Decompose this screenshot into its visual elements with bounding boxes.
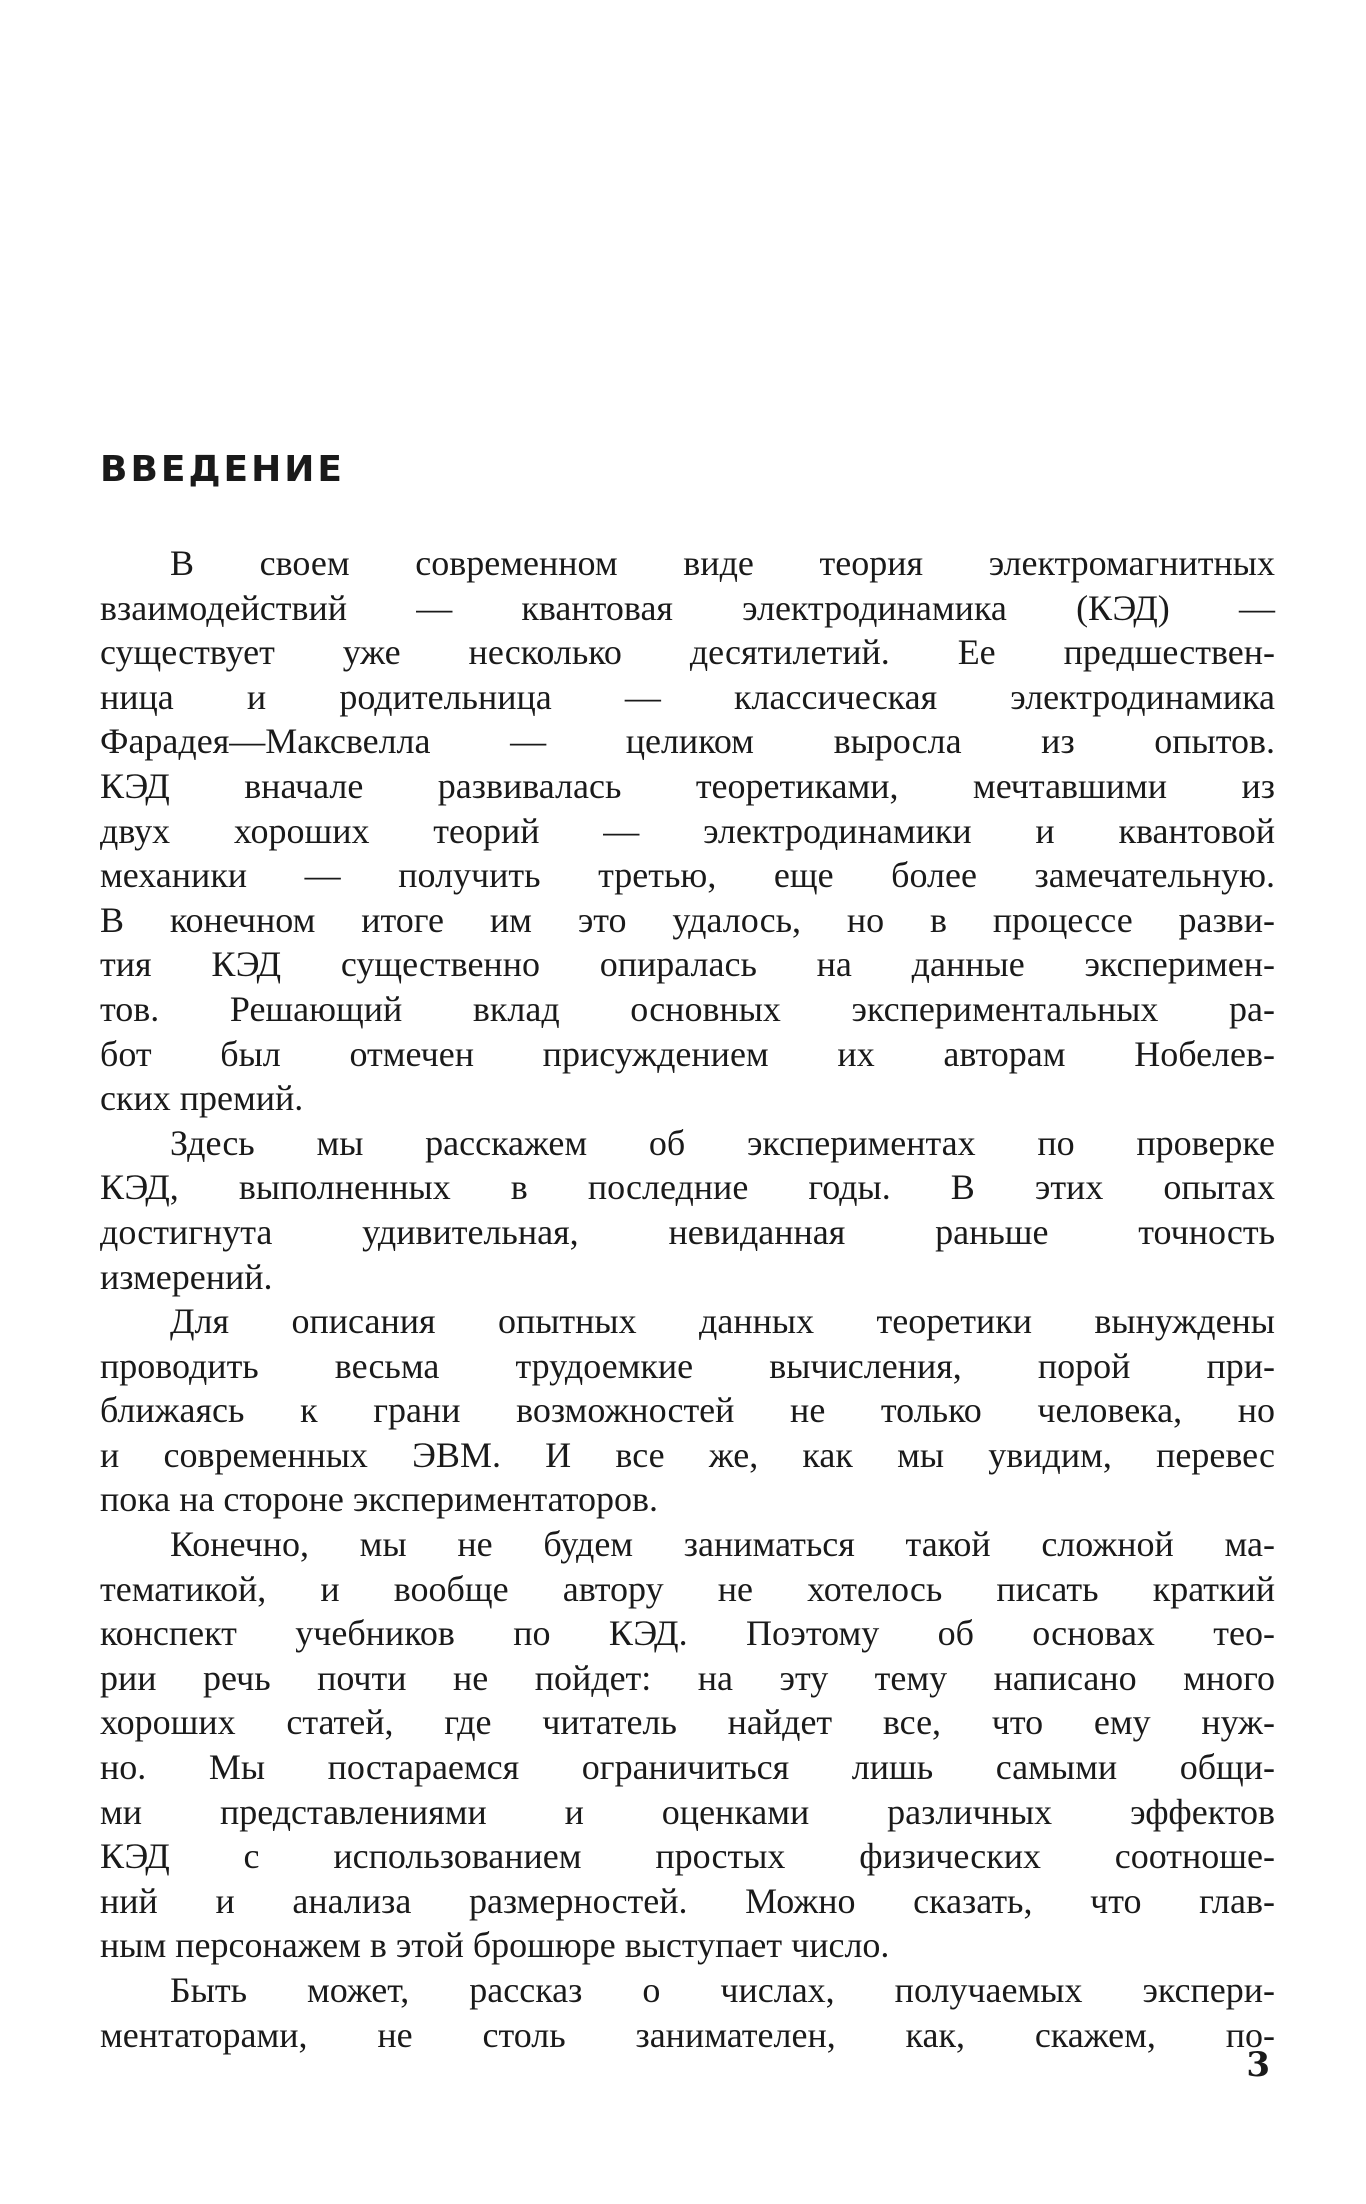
text-line: Фарадея—Максвелла — целиком выросла из опытов. — [100, 721, 1275, 762]
text-line: и современных ЭВМ. И все же, как мы увидим, перевес — [100, 1434, 1275, 1475]
text-line: ближаясь к грани возможностей не только человека, но — [100, 1390, 1275, 1431]
book-page — [100, 0, 1275, 2204]
text-line: КЭД, выполненных в последние годы. В этих опытах — [100, 1167, 1275, 1208]
text-line: существует уже несколько десятилетий. Ее предшествен- — [100, 632, 1275, 673]
text-line: Конечно, мы не будем заниматься такой сложной ма- — [170, 1524, 1275, 1565]
text-line: но. Мы постараемся ограничиться лишь самыми общи- — [100, 1747, 1275, 1788]
text-line: ний и анализа размерностей. Можно сказать, что глав- — [100, 1880, 1275, 1921]
text-line: ным персонажем в этой брошюре выступает число. — [100, 1925, 890, 1966]
text-line: тематикой, и вообще автору не хотелось писать краткий — [100, 1568, 1275, 1609]
paragraph-2 — [100, 1121, 1275, 1299]
text-line: В своем современном виде теория электромагнитных — [170, 543, 1275, 583]
text-line: ментаторами, не столь занимателен, как, скажем, по- — [100, 2014, 1275, 2055]
paragraph-3 — [100, 1299, 1275, 1522]
text-line: ница и родительница — классическая электродинамика — [100, 676, 1275, 717]
text-line: достигнута удивительная, невиданная раньше точность — [100, 1211, 1275, 1252]
page-number: 3 — [1246, 2045, 1270, 2085]
text-line: КЭД с использованием простых физических соотноше- — [100, 1836, 1275, 1877]
body-text — [100, 541, 1275, 2057]
text-line: измерений. — [100, 1256, 273, 1297]
text-line: конспект учебников по КЭД. Поэтому об основах тео- — [100, 1613, 1275, 1654]
paragraph-5 — [100, 1968, 1275, 2057]
text-line: рии речь почти не пойдет: на эту тему написано много — [100, 1657, 1275, 1698]
text-line: Быть может, рассказ о числах, получаемых экспери- — [170, 1970, 1275, 2010]
text-line: хороших статей, где читатель найдет все, что ему нуж- — [100, 1702, 1275, 1743]
text-line: тия КЭД существенно опиралась на данные эксперимен- — [100, 944, 1275, 985]
text-line: механики — получить третью, еще более замечательную. — [100, 855, 1275, 896]
chapter-heading: ВВЕДЕНИЕ — [100, 449, 345, 490]
text-line: двух хороших теорий — электродинамики и квантовой — [100, 810, 1275, 851]
text-line: бот был отмечен присуждением их авторам Нобелев- — [100, 1033, 1275, 1074]
text-line: Для описания опытных данных теоретики вынуждены — [170, 1301, 1275, 1342]
text-line: В конечном итоге им это удалось, но в процессе разви- — [100, 899, 1275, 940]
paragraph-4 — [100, 1522, 1275, 1968]
text-line: тов. Решающий вклад основных экспериментальных ра- — [100, 988, 1275, 1029]
text-line: ми представлениями и оценками различных эффектов — [100, 1791, 1275, 1832]
text-line: проводить весьма трудоемкие вычисления, порой при- — [100, 1345, 1275, 1386]
text-line: пока на стороне экспериментаторов. — [100, 1479, 658, 1520]
text-line: Здесь мы расскажем об экспериментах по проверке — [170, 1122, 1275, 1163]
text-line: взаимодействий — квантовая электродинамика (КЭД) — — [100, 587, 1275, 628]
text-line: КЭД вначале развивалась теоретиками, мечтавшими из — [100, 765, 1275, 806]
paragraph-1 — [100, 541, 1275, 1121]
text-line: ских премий. — [100, 1078, 304, 1119]
